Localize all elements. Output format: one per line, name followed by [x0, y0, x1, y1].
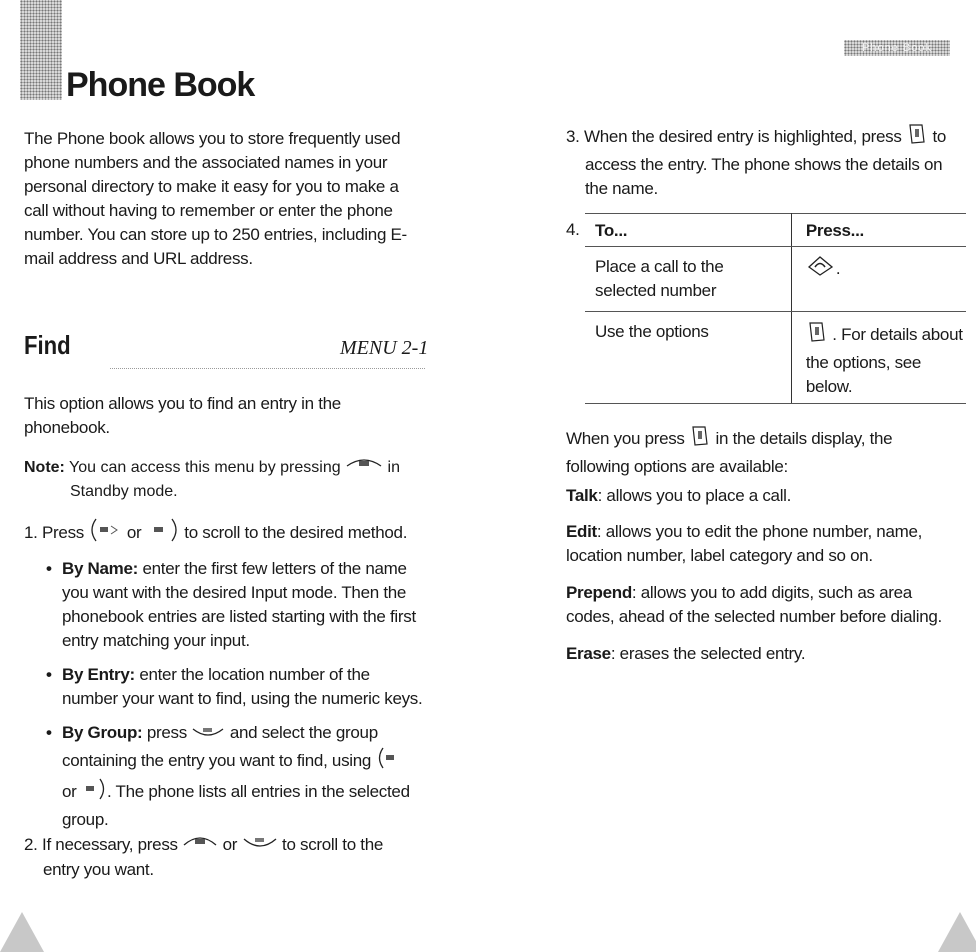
table-header-row — [585, 214, 966, 247]
option-text: : allows you to place a call. — [597, 486, 792, 505]
step-3 — [566, 122, 966, 201]
table-row — [585, 247, 966, 312]
bullet-dot: • — [46, 665, 52, 684]
step-2-number: 2. — [24, 835, 38, 854]
page-title: Phone Book — [66, 66, 255, 104]
options-intro — [566, 424, 956, 479]
table-cell-to: Use the options — [585, 312, 791, 404]
note-label: Note: — [24, 459, 65, 477]
by-group-press: press — [146, 723, 187, 742]
scroll-up-key-icon — [182, 833, 218, 858]
action-table — [585, 213, 966, 404]
step-2-text-3: entry you want. — [43, 860, 154, 880]
step-3-text-2: access the entry. The phone shows the details on the name. — [585, 155, 943, 198]
scroll-down-key-icon — [242, 833, 278, 858]
options-intro-1: When you press — [566, 428, 685, 448]
note — [24, 456, 424, 504]
option-label: Prepend — [566, 583, 632, 602]
option-erase — [566, 642, 956, 666]
menu-soft-key-icon — [806, 320, 828, 351]
bullet-label: By Name: — [62, 559, 139, 578]
intro-paragraph: The Phone book allows you to store frequently used phone numbers and the associated names in your personal directory to make it easy for you to make a call without having to remember or enter the phone number. You can store up to 250 entries, including E-mail address and URL address. — [24, 129, 407, 268]
table-cell-to: Place a call to the selected number — [585, 247, 791, 312]
by-group-text-1: and select the group — [229, 723, 378, 742]
option-label: Edit — [566, 522, 597, 541]
bullet-by-name — [46, 557, 422, 653]
step-3-to: to — [932, 126, 947, 146]
bullet-label: By Group: — [62, 723, 143, 742]
option-label: Talk — [566, 486, 598, 505]
bullet-by-group — [46, 721, 422, 832]
bullet-text: enter the location number of the number your want to find, using the numeric keys. — [62, 665, 423, 708]
table-cell-press-text: . For details about the options, see below. — [805, 324, 963, 396]
option-text: : erases the selected entry. — [610, 644, 806, 663]
step-1 — [24, 517, 424, 550]
send-key-icon — [806, 255, 836, 284]
next-page-corner-icon — [938, 912, 976, 952]
section-tag — [844, 40, 950, 56]
table-cell-press — [791, 312, 966, 404]
option-talk — [566, 484, 956, 508]
bullet-by-entry — [46, 663, 427, 711]
bullet-dot: • — [46, 723, 52, 742]
table-cell-press-suffix: . — [835, 258, 841, 278]
options-intro-2: in the details display, the following options are available: — [566, 428, 893, 476]
section-rule — [110, 368, 425, 369]
prev-page-corner-icon — [0, 912, 44, 952]
scroll-left-key-icon — [88, 517, 122, 550]
option-label: Erase — [566, 644, 611, 663]
scroll-right-key-icon — [146, 517, 180, 550]
by-group-text-2: containing the entry you want to find, using — [62, 750, 372, 770]
step-2-text-1: If necessary, press — [42, 835, 178, 854]
find-heading: Find — [24, 330, 71, 360]
table-header-press: Press... — [791, 214, 966, 247]
step-3-number: 3. — [566, 126, 580, 146]
scroll-right-key-icon — [81, 777, 107, 808]
option-prepend — [566, 581, 961, 629]
menu-reference: MENU 2-1 — [340, 337, 429, 359]
note-text: You can access this menu by pressing — [69, 459, 341, 477]
bullet-text: enter the first few letters of the name you want with the desired Input mode. Then the phonebook entries are listed starting with the first entry matching your input. — [62, 559, 416, 650]
step-1-number: 1. — [24, 522, 38, 542]
step-2-or: or — [222, 835, 238, 854]
scroll-left-key-icon — [376, 746, 406, 777]
table-cell-press — [791, 247, 966, 312]
scroll-up-key-icon — [345, 456, 383, 480]
title-decoration-bar — [20, 0, 62, 100]
section-tag-label: Phone Book — [862, 42, 932, 54]
step-1-press: Press — [42, 522, 84, 542]
menu-soft-key-icon — [689, 424, 711, 455]
table-row — [585, 312, 966, 404]
option-edit — [566, 520, 956, 568]
find-description: This option allows you to find an entry in the phonebook. — [24, 394, 341, 437]
step-4-number: 4. — [566, 220, 580, 239]
bullet-label: By Entry: — [62, 665, 135, 684]
menu-soft-key-icon — [906, 122, 928, 153]
note-line-2: Standby mode. — [70, 483, 178, 501]
table-header-to: To... — [585, 214, 791, 247]
step-1-text: to scroll to the desired method. — [184, 522, 408, 542]
bullet-dot: • — [46, 559, 52, 578]
scroll-down-key-icon — [191, 722, 225, 746]
by-group-text-3: or — [62, 781, 77, 801]
note-text-end: in — [387, 459, 400, 477]
step-2 — [24, 833, 424, 882]
option-text: : allows you to edit the phone number, name, location number, label category and so on. — [566, 522, 923, 565]
step-3-text-1: When the desired entry is highlighted, press — [584, 126, 902, 146]
by-group-text-4: . The phone lists all entries in the selected group. — [62, 781, 410, 829]
step-2-text-2: to scroll to the — [282, 835, 384, 854]
step-1-or: or — [126, 522, 142, 542]
option-text: : allows you to add digits, such as area codes, ahead of the selected number before dialing. — [566, 583, 942, 626]
